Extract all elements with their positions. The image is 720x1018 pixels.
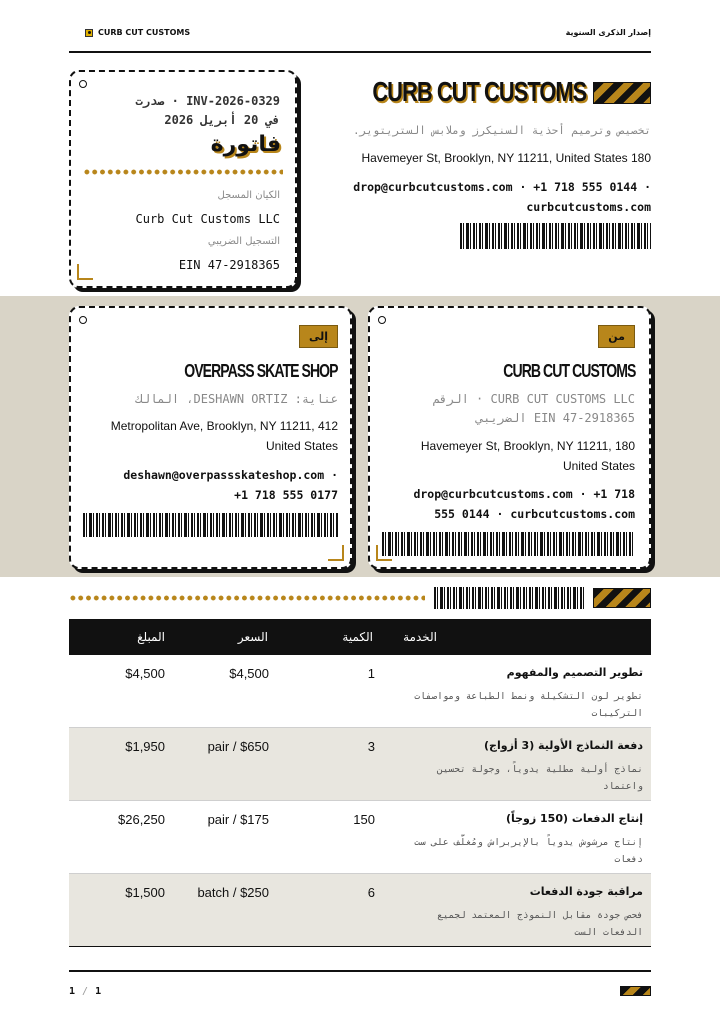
badge-icon: [85, 29, 93, 37]
row-title: إنتاج الدفعات (150 زوجاً): [505, 812, 643, 825]
row-price: pair / $650: [207, 739, 269, 754]
row-qty: 6: [367, 885, 375, 900]
from-address: Havemeyer St, Brooklyn, NY 11211, 180: [420, 439, 635, 453]
row-price: batch / $250: [197, 885, 269, 900]
row-qty: 3: [367, 739, 375, 754]
row-title: دفعة النماذج الأولية (3 أزواج): [484, 739, 643, 752]
row-price: pair / $175: [207, 812, 269, 827]
row-amount: $26,250: [118, 812, 165, 827]
barcode: [434, 587, 586, 609]
to-attention: عناية: DESHAWN ORTIZ، المالك: [135, 392, 338, 406]
hazard-stripes: [620, 986, 651, 996]
seller-contact: drop@curbcutcustoms.com · +1 718 555 0144 ·: [353, 180, 651, 194]
table-row: [69, 874, 651, 947]
tax-label: التسجيل الضريبي: [207, 236, 280, 247]
to-phone: +1 718 555 0177: [234, 488, 338, 502]
ticket-hole: [79, 316, 87, 324]
from-contact: drop@curbcutcustoms.com · +1 718: [413, 487, 635, 501]
dotted-divider: [83, 169, 283, 175]
from-country: United States: [562, 459, 635, 473]
invoice-date: في 20 أبريل 2026: [164, 113, 280, 127]
to-country: United States: [265, 439, 338, 453]
corner-mark: [77, 264, 93, 280]
seller-tagline: تخصيص وترميم أحذية السنيكرز وملابس الستريتوير.: [352, 124, 651, 137]
corner-mark: [328, 545, 344, 561]
col-qty: الكمية: [342, 630, 373, 644]
dotted-divider: [69, 595, 425, 601]
table-row: [69, 801, 651, 874]
barcode: [83, 513, 338, 537]
page-total: 1: [95, 986, 102, 997]
row-title: مراقبة جودة الدفعات: [529, 885, 643, 898]
to-name: OVERPASS SKATE SHOP: [184, 361, 338, 381]
footer-rule: [69, 970, 651, 972]
seller-brand: CURB CUT CUSTOMS: [372, 76, 586, 107]
table-row: [69, 655, 651, 728]
page-separator: /: [82, 986, 89, 997]
hazard-stripes: [593, 82, 651, 104]
from-contact-2: 555 0144 · curbcutcustoms.com: [434, 507, 635, 521]
top-rule: [69, 51, 651, 53]
invoice-number: INV-2026-0329 · صدرت: [135, 94, 280, 108]
ticket-hole: [378, 316, 386, 324]
from-tag: من: [598, 325, 635, 348]
to-address: Metropolitan Ave, Brooklyn, NY 11211, 412: [110, 419, 338, 433]
table-header: [69, 619, 651, 655]
row-amount: $4,500: [125, 666, 165, 681]
row-qty: 1: [367, 666, 375, 681]
brand-mark: [85, 28, 190, 37]
from-name: CURB CUT CUSTOMS: [502, 361, 635, 381]
seller-address: Havemeyer St, Brooklyn, NY 11211, United States 180: [361, 151, 651, 165]
to-email: deshawn@overpassskateshop.com ·: [123, 468, 338, 482]
from-tax-id: EIN 47-2918365 الضريبي: [476, 411, 635, 425]
to-tag: إلى: [299, 325, 338, 348]
row-qty: 150: [353, 812, 375, 827]
col-service: الخدمة: [403, 630, 437, 644]
row-title: تطوير التصميم والمفهوم: [506, 666, 643, 679]
barcode: [460, 223, 651, 249]
tax-value: EIN 47-2918365: [178, 258, 280, 272]
from-card: [368, 306, 651, 569]
page-indicator: [69, 986, 101, 997]
edition-label: إصدار الذكرى السنوية: [565, 28, 651, 37]
col-amount: المبلغ: [137, 630, 165, 644]
to-card: [69, 306, 352, 569]
row-description: تطوير لون التشكيلة ونمط الطباعة ومواصفات التركيبات: [414, 691, 643, 719]
row-description: فحص جودة مقابل النموذج المعتمد لجميع الدفعات الست: [437, 910, 643, 938]
invoice-meta-card: [69, 70, 297, 288]
invoice-title: فاتورة: [210, 132, 281, 157]
brand-small: CURB CUT CUSTOMS: [98, 28, 191, 37]
row-amount: $1,950: [125, 739, 165, 754]
row-price: $4,500: [229, 666, 269, 681]
ticket-hole: [79, 80, 87, 88]
table-row: [69, 728, 651, 801]
hazard-stripes: [593, 588, 651, 608]
entity-label: الكيان المسجل: [217, 190, 280, 201]
row-description: نماذج أولية مطلية يدوياً، وجولة تحسين واعتماد: [437, 764, 643, 792]
row-amount: $1,500: [125, 885, 165, 900]
col-price: السعر: [237, 630, 268, 644]
page-current: 1: [69, 986, 76, 997]
from-legal-name: CURB CUT CUSTOMS LLC · الرقم: [432, 392, 635, 406]
entity-value: Curb Cut Customs LLC: [135, 212, 280, 226]
barcode: [382, 532, 635, 556]
row-description: إنتاج مرشوش يدوياً بالإيربراش ومُغلَّف على ست دفعات: [414, 837, 643, 865]
seller-website: curbcutcustoms.com: [526, 200, 651, 214]
